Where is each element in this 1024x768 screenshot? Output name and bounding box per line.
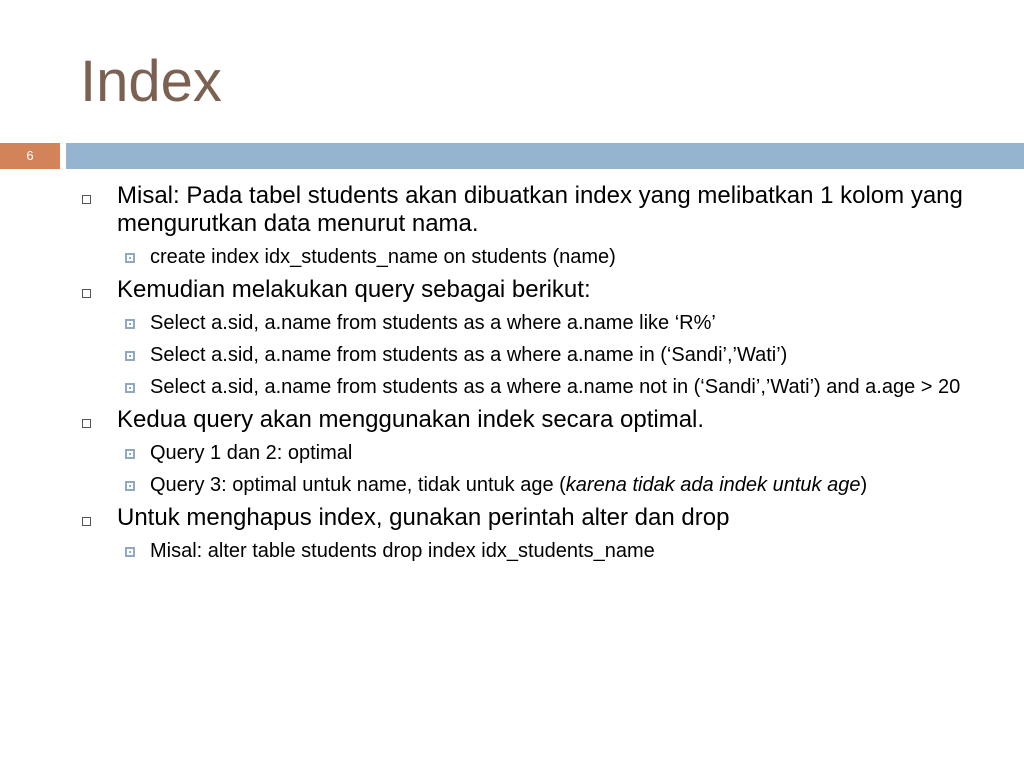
square-bullet-icon xyxy=(125,383,135,393)
sub-bullet-text-end: ) xyxy=(860,474,868,496)
bullet-item xyxy=(80,182,980,238)
sub-bullet-item xyxy=(80,342,980,368)
square-bullet-icon xyxy=(125,319,135,329)
square-bullet-icon xyxy=(125,351,135,361)
bullet-text: Misal: Pada tabel students akan dibuatkan index yang melibatkan 1 kolom yang mengurutkan data menurut nama. xyxy=(117,182,963,237)
bullet-text: Kedua query akan menggunakan indek secara optimal. xyxy=(117,406,705,433)
hollow-square-bullet-icon xyxy=(82,195,91,204)
sub-bullet-item xyxy=(80,244,980,270)
square-bullet-icon xyxy=(125,449,135,459)
header-bar-fill xyxy=(66,143,1024,169)
sub-bullet-text: Misal: alter table students drop index idx_students_name xyxy=(150,540,655,562)
sub-bullet-text: Select a.sid, a.name from students as a where a.name in (‘Sandi’,’Wati’) xyxy=(150,344,788,366)
bullet-text: Untuk menghapus index, gunakan perintah alter dan drop xyxy=(117,504,730,531)
bullet-item xyxy=(80,276,980,304)
bullet-item xyxy=(80,406,980,434)
sub-bullet-item xyxy=(80,310,980,336)
sub-bullet-text-start: Query 3: optimal untuk name, tidak untuk age ( xyxy=(150,474,566,496)
slide-title: Index xyxy=(80,49,222,114)
bullet-item xyxy=(80,504,980,532)
sub-bullet-text: Select a.sid, a.name from students as a where a.name like ‘R%’ xyxy=(150,312,716,334)
sub-bullet-item xyxy=(80,374,980,400)
square-bullet-icon xyxy=(125,481,135,491)
header-bar xyxy=(0,143,1024,169)
hollow-square-bullet-icon xyxy=(82,289,91,298)
square-bullet-icon xyxy=(125,253,135,263)
sub-bullet-item xyxy=(80,538,980,564)
sub-bullet-text: create index idx_students_name on students (name) xyxy=(150,246,616,268)
square-bullet-icon xyxy=(125,547,135,557)
sub-bullet-item xyxy=(80,440,980,466)
bullet-text: Kemudian melakukan query sebagai berikut: xyxy=(117,276,591,303)
slide-number: 6 xyxy=(0,143,60,169)
hollow-square-bullet-icon xyxy=(82,419,91,428)
sub-bullet-item xyxy=(80,472,980,498)
hollow-square-bullet-icon xyxy=(82,517,91,526)
sub-bullet-text: Select a.sid, a.name from students as a where a.name not in (‘Sandi’,’Wati’) and a.age > 20 xyxy=(150,376,961,398)
sub-bullet-text-italic: karena tidak ada indek untuk age xyxy=(565,474,861,496)
sub-bullet-text: Query 1 dan 2: optimal xyxy=(150,442,353,464)
bullet-list xyxy=(80,180,980,564)
